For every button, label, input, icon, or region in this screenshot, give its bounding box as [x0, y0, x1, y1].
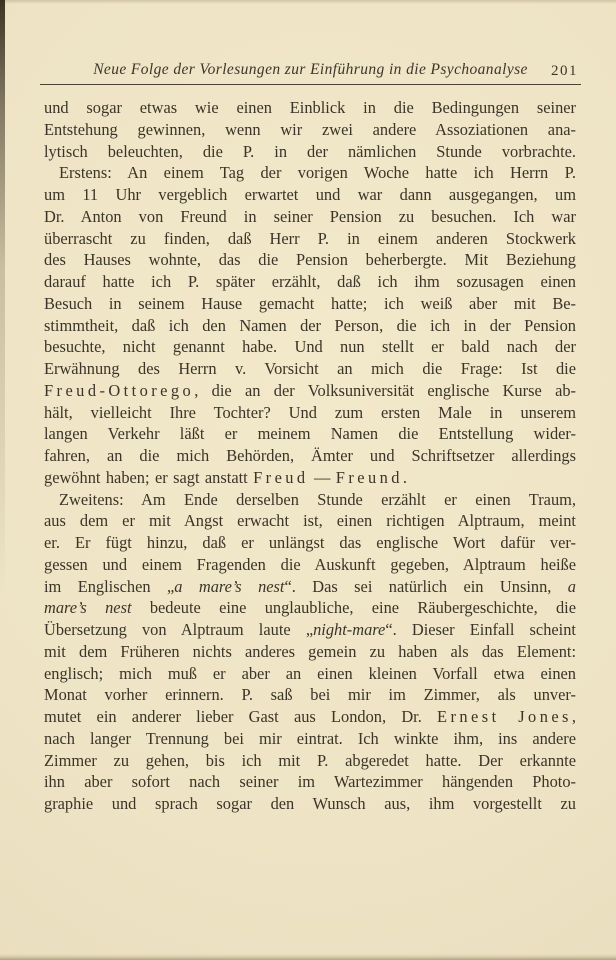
text-run: “. Das sei natürlich ein Unsinn, [284, 576, 568, 596]
text-line [44, 380, 576, 402]
text-run: er. Er fügt hinzu, daß er unlängst das englische Wort dafür ver- [44, 533, 576, 552]
page-number: 201 [551, 63, 578, 79]
text-run: gewöhnt haben; er sagt anstatt [44, 467, 254, 487]
text-line [44, 293, 576, 315]
text-run: fahren, an die mich Behörden, Ämter und Schriftsetzer allerdings [44, 446, 576, 465]
text-line [44, 641, 576, 663]
text-line [44, 141, 576, 163]
running-head [40, 61, 581, 85]
text-run: mutet ein anderer lieber Gast aus London, Dr. [44, 707, 438, 726]
text-line [44, 619, 576, 641]
text-run: Zimmer zu gehen, bis ich mit P. abgeredet hatte. Der erkannte [44, 750, 576, 770]
text-line [44, 684, 576, 706]
text-run: Übersetzung von Alptraum laute „ [44, 620, 314, 639]
text-line [44, 771, 576, 793]
text-line [44, 206, 576, 228]
text-line [44, 706, 576, 728]
text-run: und sogar etwas wie einen Einblick in die Bedingungen seiner [44, 98, 576, 117]
text-run: gessen und einem Fragenden die Auskunft gegeben, Alptraum heiße [44, 554, 576, 574]
text-run: englisch; mich muß er aber an einen kleinen Vorfall etwa einen [44, 663, 576, 683]
text-run: nach langer Trennung bei mir eintrat. Ich winkte ihm, ins andere [44, 728, 576, 748]
text-run: — [308, 467, 336, 487]
text-line [44, 750, 576, 772]
text-line [44, 315, 576, 337]
text-run: Freund [335, 467, 403, 487]
page-edge-shadow-bottom [0, 954, 616, 960]
text-line [44, 663, 576, 685]
text-line [44, 423, 576, 445]
text-run: langen Verkehr läßt er meinem Namen die Entstellung wider- [44, 424, 576, 444]
text-run: Zweitens: Am Ende derselben Stunde erzählt er einen Traum, [59, 489, 576, 509]
text-run: stimmtheit, daß ich den Namen der Person, die ich in der Pension [44, 315, 576, 335]
text-line [44, 576, 576, 598]
text-run: ihn aber sofort nach seiner im Wartezimmer hängenden Photo- [44, 772, 576, 792]
text-line [44, 554, 576, 576]
text-run: night-mare [313, 620, 386, 639]
text-run: Freud [253, 467, 309, 487]
text-line [44, 728, 576, 750]
text-line [44, 271, 576, 293]
text-run: mit dem Früheren nichts anderes gemein zu haben als das Element: [44, 641, 576, 661]
text-run: Erstens: An einem Tag der vorigen Woche hatte ich Herrn P. [59, 163, 576, 183]
text-run: Besuch in seinem Hause gemacht hatte; ich weiß aber mit Be- [44, 293, 576, 313]
text-line [44, 445, 576, 467]
paragraph [44, 162, 576, 488]
text-line [44, 249, 576, 271]
text-run: Entstehung gewinnen, wenn wir zwei andere Assoziationen ana- [44, 119, 576, 139]
text-line [44, 184, 576, 206]
text-run: Dr. Anton von Freund in seiner Pension zu besuchen. Ich war [44, 206, 576, 226]
text-run: aus dem er mit Angst erwacht ist, einen richtigen Alptraum, meint [44, 511, 576, 531]
text-run: Ernest Jones [437, 707, 572, 726]
text-line [44, 119, 576, 141]
text-run: hält, vielleicht Ihre Tochter? Und zum ersten Male in unserem [44, 402, 576, 422]
paragraph [44, 489, 576, 815]
text-run: . [402, 467, 408, 487]
text-run: “. Dieser Einfall scheint [385, 620, 576, 639]
text-run: des Hauses wohnte, das die Pension beherbergte. Mit Beziehung [44, 250, 576, 270]
text-run: besuchte, nicht genannt habe. Und nun stellt er bald nach der [44, 337, 576, 357]
text-run: überrascht zu finden, daß Herr P. in einem anderen Stockwerk [44, 228, 576, 248]
text-line [44, 228, 576, 250]
text-line [44, 489, 576, 511]
paragraph [44, 97, 576, 162]
text-run: lytisch beleuchten, die P. in der nämlichen Stunde vorbrachte. [44, 141, 576, 161]
text-run: , [571, 707, 576, 726]
text-line [44, 336, 576, 358]
text-run: a mare’s nest [174, 576, 285, 596]
page-edge-shadow-left [0, 0, 5, 595]
text-line [44, 532, 576, 554]
text-line [44, 162, 576, 184]
text-run: mare’s nest [44, 598, 132, 618]
text-line [44, 510, 576, 532]
text-line [44, 597, 576, 619]
running-head-title: Neue Folge der Vorlesungen zur Einführung in die Psychoanalyse [93, 61, 528, 78]
text-run: um 11 Uhr vergeblich erwartet und war dann ausgegangen, um [44, 185, 576, 204]
text-line [44, 358, 576, 380]
page-edge-shadow-top [0, 0, 616, 4]
text-run: Erwähnung des Herrn v. Vorsicht an mich die Frage: Ist die [44, 359, 576, 378]
text-run: bedeute eine unglaubliche, eine Räubergeschichte, die [131, 598, 576, 618]
text-line [44, 97, 576, 119]
text-run: Monat vorher erinnern. P. saß bei mir im Zimmer, als unver- [44, 685, 576, 705]
text-line [44, 793, 576, 815]
page-body-text [44, 97, 576, 815]
text-run: Freud-Ottorego [44, 380, 195, 400]
text-run: , die an der Volksuniversität englische Kurse ab- [194, 380, 576, 400]
text-line [44, 402, 576, 424]
text-run: a [567, 576, 576, 596]
text-run: graphie und sprach sogar den Wunsch aus, ihm vorgestellt zu [44, 794, 576, 813]
text-run: darauf hatte ich P. später erzählt, daß ich ihm sozusagen einen [44, 272, 576, 291]
text-line [44, 467, 576, 489]
text-run: im Englischen „ [44, 576, 175, 596]
